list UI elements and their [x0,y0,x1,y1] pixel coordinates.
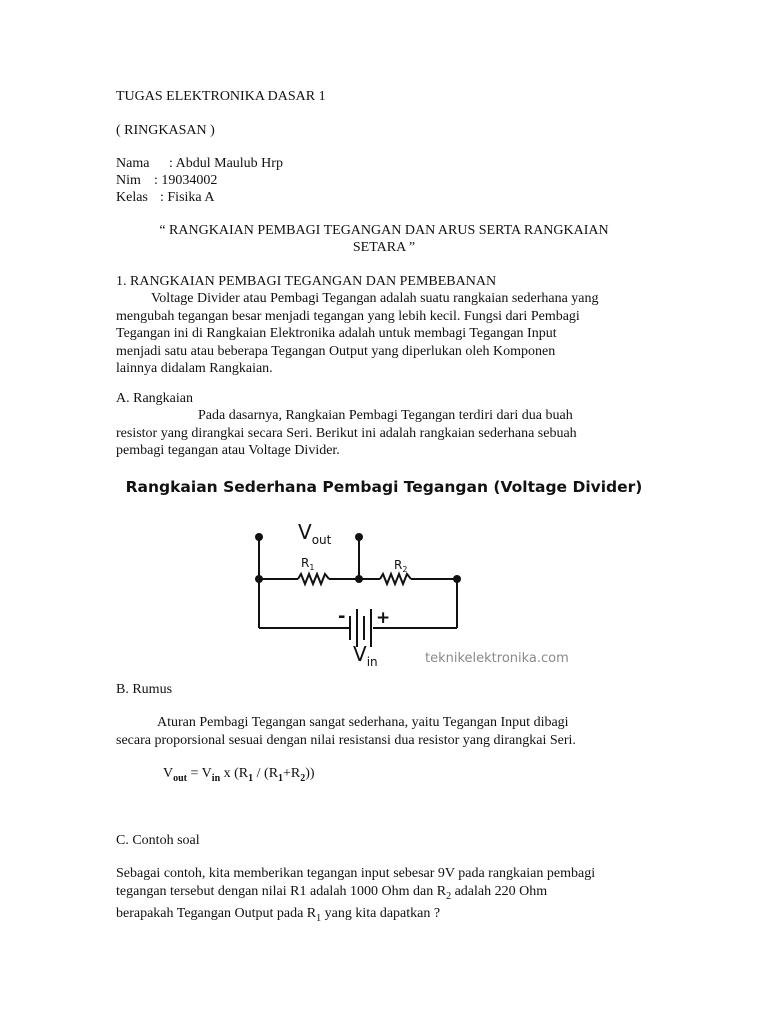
section1-line: mengubah tegangan besar menjadi tegangan yang lebih kecil. Fungsi dari Pembagi [116,308,580,324]
sectionA-paragraph [116,407,577,460]
sectionB-line: Aturan Pembagi Tegangan sangat sederhana, yaitu Tegangan Input dibagi [157,715,569,730]
vout-label: $V_{out}$ [298,520,332,547]
r1-label: $R_1$ [301,556,315,572]
identity-nim [116,172,217,189]
sectionA-line: resistor yang dirangkai secara Seri. Berikut ini adalah rangkaian sederhana sebuah [116,425,577,441]
nim-value: : 19034002 [154,173,218,188]
sectionC-line: Sebagai contoh, kita memberikan tegangan input sebesar 9V pada rangkaian pembagi [116,866,596,881]
voltage-divider-formula: $V_{out} = V_{in}$ x $(R_1 / (R_1+R_2))$ [163,766,315,784]
document-subtitle: ( RINGKASAN ) [116,123,215,138]
sectionA-line: pembagi tegangan atau Voltage Divider. [116,443,340,458]
node-vout [355,533,363,541]
section1-line: Tegangan ini di Rangkaian Elektronika adalah untuk membagi Tegangan Input [116,326,557,341]
name-label: Nama [116,156,150,171]
sectionA-line: Pada dasarnya, Rangkaian Pembagi Tegangan terdiri dari dua buah [198,408,573,423]
section1-line: menjadi satu atau beberapa Tegangan Output yang diperlukan oleh Komponen [116,343,556,359]
sectionC-paragraph [116,865,595,927]
sectionB-heading: B. Rumus [116,682,173,697]
topic-line-2: SETARA ” [352,240,416,255]
node-right [453,575,461,583]
figure-title: Rangkaian Sederhana Pembagi Tegangan (Voltage Divider) [125,478,643,496]
section1-heading: 1. RANGKAIAN PEMBAGI TEGANGAN DAN PEMBEBANAN [116,274,497,289]
class-label: Kelas [116,190,148,205]
sectionB-paragraph [116,714,576,749]
resistor-r2 [380,574,411,584]
topic-line-1: “ RANGKAIAN PEMBAGI TEGANGAN DAN ARUS SERTA RANGKAIAN [159,223,609,238]
battery-minus-label: - [338,606,346,627]
r2-label: $R_2$ [394,558,408,574]
vin-label: $V_{in}$ [353,642,378,669]
watermark-text: teknikelektronika.com [425,651,569,666]
battery-plus-label: + [376,608,391,628]
section1-line: Voltage Divider atau Pembagi Tegangan adalah suatu rangkaian sederhana yang [151,291,599,306]
node-left [255,575,263,583]
name-value: : Abdul Maulub Hrp [169,156,283,171]
sectionC-heading: C. Contoh soal [116,833,200,848]
resistor-r1 [298,574,329,584]
sectionA-heading: A. Rangkaian [116,391,193,406]
sectionC-line: tegangan tersebut dengan nilai R1 adalah 1000 Ohm dan $R_2$ adalah 220 Ohm [116,883,548,902]
class-value: : Fisika A [160,190,215,205]
node-top-left [255,533,263,541]
document-title: TUGAS ELEKTRONIKA DASAR 1 [116,89,326,104]
sectionB-line: secara proporsional sesuai dengan nilai resistansi dua resistor yang dirangkai Seri. [116,732,576,748]
identity-name [116,155,283,172]
node-mid [355,575,363,583]
sectionC-line: berapakah Tegangan Output pada $R_1$ yang kita dapatkan ? [116,905,441,924]
identity-class [116,189,214,206]
voltage-divider-circuit [0,505,768,685]
section1-paragraph [116,290,599,378]
nim-label: Nim [116,173,141,188]
section1-line: lainnya didalam Rangkaian. [116,361,273,376]
